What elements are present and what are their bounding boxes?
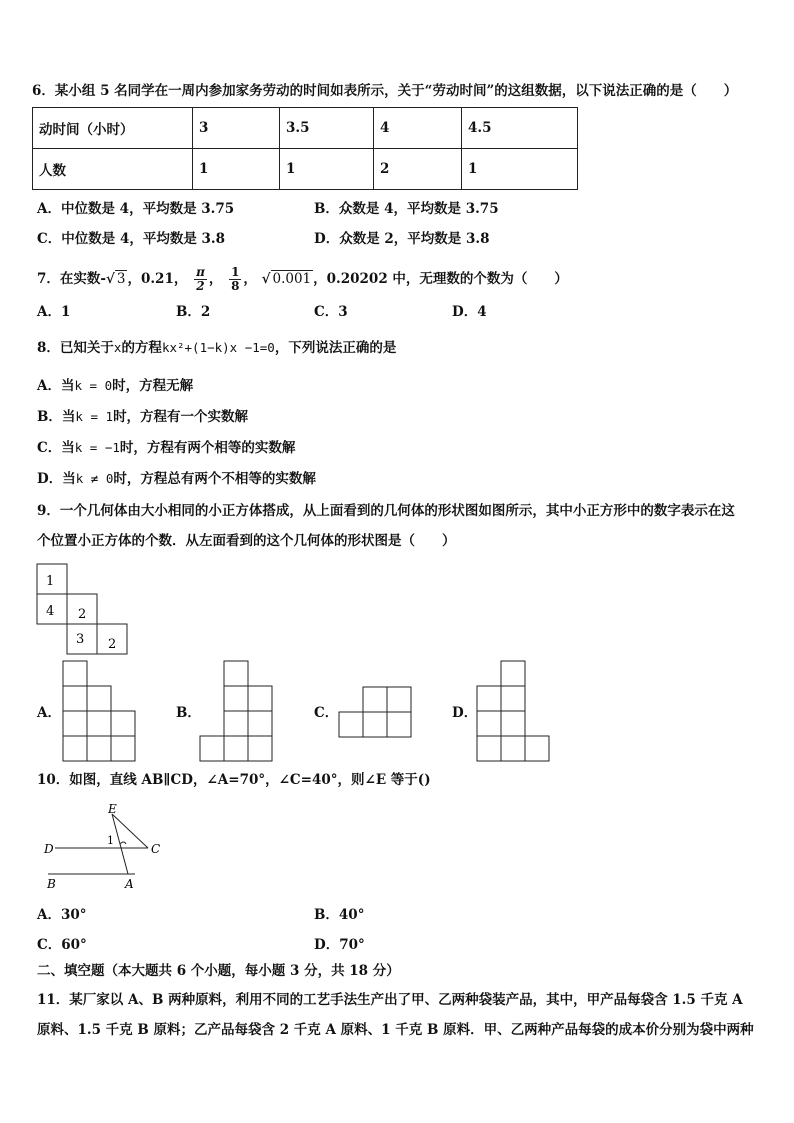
q9-option-a-label: A． xyxy=(37,705,61,721)
q7-option-c: C．3 xyxy=(314,304,348,320)
q6-option-b: B．众数是 4，平均数是 3.75 xyxy=(314,201,499,217)
q10-option-b: B．40° xyxy=(314,907,365,923)
q8-option-a xyxy=(37,377,193,395)
q6-option-d: D．众数是 2，平均数是 3.8 xyxy=(314,231,490,247)
q9-stem-line2: 个位置小正方体的个数．从左面看到的这个几何体的形状图是（ ） xyxy=(37,533,456,549)
q10-geometry-figure xyxy=(40,800,180,895)
label-d: D xyxy=(44,842,54,856)
q9-option-d-figure xyxy=(476,660,552,762)
frac-den: 2 xyxy=(196,279,205,293)
q7-suffix: ，0.20202 中，无理数的个数为（ ） xyxy=(313,271,568,287)
q9-option-c-label: C． xyxy=(314,705,339,721)
q9-option-a-figure xyxy=(62,660,138,762)
cell-number: 4 xyxy=(46,604,55,619)
q7-sqrt3: 3 xyxy=(116,271,126,287)
table-cell: 4 xyxy=(374,108,462,149)
frac-num: π xyxy=(196,265,205,279)
q9-option-b-label: B． xyxy=(176,705,201,721)
q6-option-a: A．中位数是 4，平均数是 3.75 xyxy=(37,201,235,217)
sqrt-sign: √ xyxy=(106,271,115,287)
q8-suffix: ，下列说法正确的是 xyxy=(274,340,397,356)
cell-number: 1 xyxy=(46,574,55,589)
label-a: A xyxy=(125,877,134,891)
q8-equation: kx²+(1−k)x −1=0 xyxy=(161,340,275,355)
label-angle-1: 1 xyxy=(107,834,114,847)
q6-table xyxy=(32,107,578,190)
q7-prefix: 7．在实数- xyxy=(37,271,106,287)
q7-sqrt-small: 0.001 xyxy=(272,271,312,287)
q10-option-c: C．60° xyxy=(37,937,87,953)
table-row xyxy=(33,108,578,149)
q9-stem-line1: 9．一个几何体由大小相同的小正方体搭成，从上面看到的几何体的形状图如图所示，其中小正方形中的数字表示在这 xyxy=(37,503,735,519)
q8-var: x xyxy=(113,340,122,355)
table-cell: 1 xyxy=(462,149,578,190)
q9-option-d-label: D． xyxy=(452,705,478,721)
q6-stem: 6．某小组 5 名同学在一周内参加家务劳动的时间如表所示，关于“劳动时间”的这组数据，以下说法正确的是（ ） xyxy=(32,83,738,99)
q8-mid: 的方程 xyxy=(121,340,162,356)
table-cell: 3 xyxy=(193,108,280,149)
label-c: C xyxy=(151,842,161,856)
q8-prefix: 8．已知关于 xyxy=(37,340,114,356)
q7-comma: ， xyxy=(243,271,257,287)
table-cell: 动时间（小时） xyxy=(33,108,193,149)
table-cell: 1 xyxy=(280,149,374,190)
label-b: B xyxy=(47,877,56,891)
q6-option-c: C．中位数是 4，平均数是 3.8 xyxy=(37,231,226,247)
option-math: k = −1 xyxy=(74,440,120,455)
label-e: E xyxy=(108,802,117,816)
q11-line2: 原料、1.5 千克 B 原料；乙产品每袋含 2 千克 A 原料、1 千克 B 原料．甲、乙两种产品每袋的成本价分别为袋中两种 xyxy=(37,1022,754,1038)
cell-number: 3 xyxy=(76,632,85,647)
option-pre: B．当 xyxy=(37,409,76,425)
option-math: k = 0 xyxy=(74,378,113,393)
q7-text: ，0.21， xyxy=(127,271,188,287)
table-cell: 3.5 xyxy=(280,108,374,149)
table-cell: 4.5 xyxy=(462,108,578,149)
q8-option-c xyxy=(37,439,295,457)
q7-fraction-eighth xyxy=(229,266,241,293)
option-math: k = 1 xyxy=(75,409,114,424)
frac-den: 8 xyxy=(231,279,240,293)
q9-option-c-figure xyxy=(338,686,414,740)
q8-option-d xyxy=(37,470,316,488)
q9-option-b-figure xyxy=(199,660,275,762)
q10-stem: 10．如图，直线 AB∥CD，∠A=70°，∠C=40°，则∠E 等于() xyxy=(37,772,431,788)
sqrt-sign: √ xyxy=(261,271,271,287)
q8-option-b xyxy=(37,408,248,426)
option-post: 时，方程有两个相等的实数解 xyxy=(119,440,296,456)
cell-number: 2 xyxy=(108,637,117,652)
q7-comma: ， xyxy=(208,271,223,287)
option-pre: C．当 xyxy=(37,440,75,456)
option-pre: A．当 xyxy=(37,378,75,394)
table-row xyxy=(33,149,578,190)
option-math: k ≠ 0 xyxy=(75,471,114,486)
option-post: 时，方程无解 xyxy=(112,378,194,394)
q7-stem xyxy=(37,264,568,294)
table-cell: 1 xyxy=(193,149,280,190)
q7-option-b: B．2 xyxy=(176,304,211,320)
cell-number: 2 xyxy=(78,607,87,622)
section-heading: 二、填空题（本大题共 6 个小题，每小题 3 分，共 18 分） xyxy=(37,963,400,979)
option-post: 时，方程有一个实数解 xyxy=(113,409,249,425)
q7-option-d: D．4 xyxy=(452,304,487,320)
q10-option-a: A．30° xyxy=(37,907,87,923)
q9-top-view-figure xyxy=(36,563,131,655)
table-cell: 2 xyxy=(374,149,462,190)
q8-stem xyxy=(37,339,396,357)
option-pre: D．当 xyxy=(37,471,76,487)
q11-line1: 11．某厂家以 A、B 两种原料，利用不同的工艺手法生产出了甲、乙两种袋装产品，其中，甲产品每袋含 1.5 千克 A xyxy=(37,992,743,1008)
table-cell: 人数 xyxy=(33,149,193,190)
q10-option-d: D．70° xyxy=(314,937,365,953)
frac-num: 1 xyxy=(231,265,240,279)
q7-option-a: A．1 xyxy=(37,304,71,320)
q7-fraction-pi xyxy=(194,266,207,293)
option-post: 时，方程总有两个不相等的实数解 xyxy=(113,471,316,487)
